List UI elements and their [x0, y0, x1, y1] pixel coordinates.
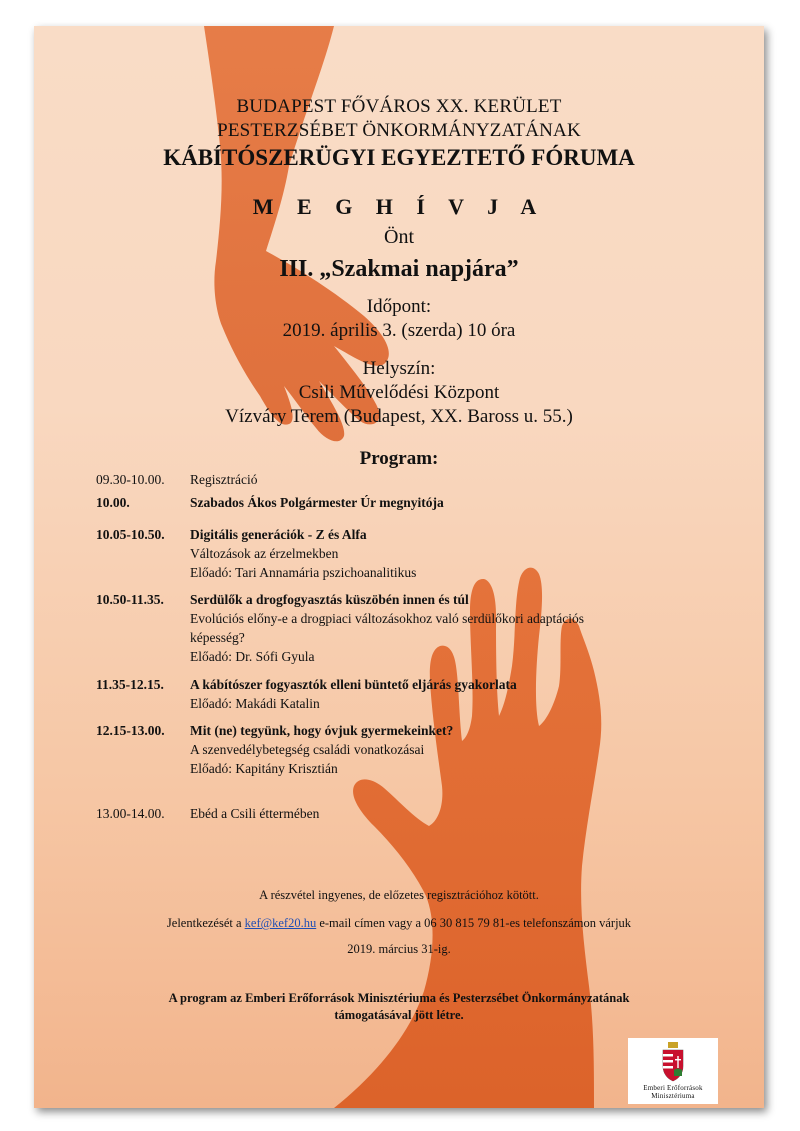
- email-link[interactable]: kef@kef20.hu: [244, 916, 317, 930]
- place-room: Vízváry Terem (Budapest, XX. Baross u. 55.): [225, 406, 573, 427]
- program-time: 10.50-11.35.: [96, 592, 164, 607]
- place-name: Csili Művelődési Központ: [298, 382, 500, 403]
- program-speaker: Előadó: Kapitány Krisztián: [190, 761, 338, 776]
- you-text: Önt: [384, 226, 414, 248]
- support-line-2: támogatásával jött létre.: [334, 1008, 464, 1022]
- program-speaker: Előadó: Dr. Sófi Gyula: [190, 649, 315, 664]
- invitation-page: [34, 26, 764, 1108]
- program-title-text: Regisztráció: [190, 472, 258, 487]
- program-title-text: Szabados Ákos Polgármester Úr megnyitója: [190, 495, 444, 510]
- registration-text-before: Jelentkezését a: [166, 916, 242, 930]
- program-title-text: Ebéd a Csili éttermében: [190, 806, 320, 821]
- program-subtitle: Evolúciós előny-e a drogpiaci változásokhoz való serdülőkori adaptációs: [190, 611, 584, 626]
- program-time: 09.30-10.00.: [96, 472, 165, 487]
- program-time: 10.05-10.50.: [96, 527, 165, 542]
- logo-text-line1: Emberi Erőforrások: [643, 1084, 703, 1092]
- program-title-text: A kábítószer fogyasztók elleni büntető eljárás gyakorlata: [190, 677, 517, 692]
- header-line-1: BUDAPEST FŐVÁROS XX. KERÜLET: [236, 96, 562, 117]
- program-time: 11.35-12.15.: [96, 677, 164, 692]
- time-value: 2019. április 3. (szerda) 10 óra: [282, 320, 516, 341]
- coat-of-arms-icon: [661, 1042, 685, 1082]
- registration-line: [34, 916, 764, 931]
- registration-text-after: e-mail címen vagy a 06 30 815 79 81-es telefonszámon várjuk: [319, 916, 632, 930]
- program-subtitle: A szenvedélybetegség családi vonatkozásai: [190, 742, 425, 757]
- header-line-3: KÁBÍTÓSZERÜGYI EGYEZTETŐ FÓRUMA: [163, 145, 635, 170]
- program-title-text: Mit (ne) tegyünk, hogy óvjuk gyermekeinket?: [190, 723, 454, 738]
- header-line-2: PESTERZSÉBET ÖNKORMÁNYZATÁNAK: [217, 120, 581, 141]
- program-speaker: Előadó: Makádi Katalin: [190, 696, 320, 711]
- program-subtitle: Változások az érzelmekben: [190, 546, 339, 561]
- program-subtitle-cont: képesség?: [190, 630, 245, 645]
- deadline-text: 2019. március 31-ig.: [347, 942, 451, 956]
- program-title: Program:: [359, 448, 439, 469]
- support-line-1: A program az Emberi Erőforrások Minisztériuma és Pesterzsébet Önkormányzatának: [168, 991, 630, 1005]
- logo-text-line2: Minisztériuma: [651, 1092, 695, 1100]
- invites-heading: M E G H Í V J A: [252, 194, 546, 219]
- time-label: Időpont:: [366, 296, 432, 317]
- event-title: III. „Szakmai napjára”: [279, 256, 519, 282]
- participation-note: A részvétel ingyenes, de előzetes regisztrációhoz kötött.: [259, 888, 539, 902]
- program-time: 13.00-14.00.: [96, 806, 165, 821]
- place-label: Helyszín:: [362, 358, 436, 379]
- program-title-text: Serdülők a drogfogyasztás küszöbén innen és túl: [190, 592, 469, 607]
- program-title-text: Digitális generációk - Z és Alfa: [190, 527, 367, 542]
- program-time: 12.15-13.00.: [96, 723, 165, 738]
- ministry-logo: [628, 1038, 718, 1104]
- program-speaker: Előadó: Tari Annamária pszichoanalitikus: [190, 565, 417, 580]
- program-time: 10.00.: [96, 495, 130, 510]
